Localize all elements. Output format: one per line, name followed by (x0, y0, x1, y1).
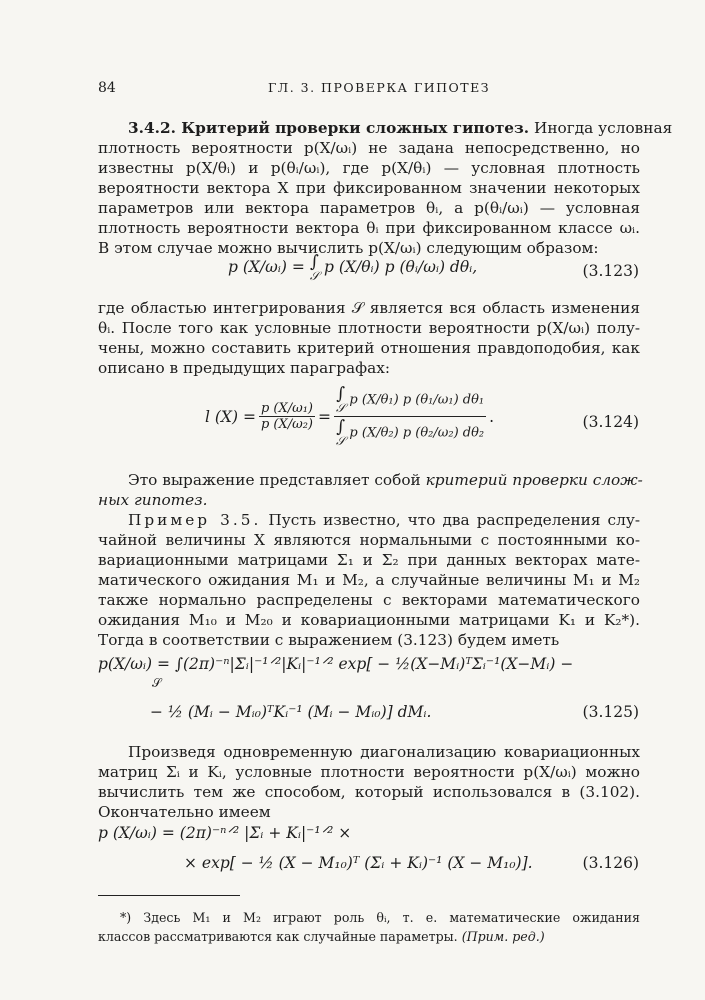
integral-domain: 𝒮 (309, 269, 320, 283)
integral-sign: ∫ 𝒮 (335, 384, 346, 415)
equation-number: (3.124) (582, 413, 639, 431)
paragraph-line: θᵢ. После того как условные плотности вероятности p(X/ωᵢ) полу- (98, 319, 640, 337)
running-header (98, 80, 633, 100)
equation-3-126-line1: p (X/ωᵢ) = (2π)⁻ⁿᐟ² |Σᵢ + Kᵢ|⁻¹ᐟ² × (98, 824, 352, 842)
paragraph-line (98, 178, 640, 198)
emphasis-text: ных гипотез. (98, 491, 208, 509)
fraction-numerator: p (X/ω₁) (260, 401, 313, 416)
paragraph-line: чены, можно составить критерий отношения правдоподобия, как (98, 339, 640, 357)
footnote-line (98, 927, 640, 946)
equation-3-125-line2: − ½ (Mᵢ − Mᵢ₀)ᵀKᵢ⁻¹ (Mᵢ − Mᵢ₀)] dMᵢ. (150, 703, 432, 721)
equation-lhs: l (X) = (205, 407, 256, 426)
equation-lhs: p (X/ωᵢ) = (228, 258, 305, 276)
paragraph-line: вариационными матрицами Σ₁ и Σ₂ при данных векторах мате- (98, 551, 640, 569)
section-heading: 3.4.2. Критерий проверки сложных гипотез. (128, 119, 530, 137)
equation-integrand: p (X/θᵢ) p (θᵢ/ωᵢ) dθᵢ, (324, 258, 478, 276)
example-label: Пример 3.5. (128, 511, 262, 529)
paragraph-line: вычислить тем же способом, который использовался в (3.102). (98, 783, 640, 801)
paragraph-text: Это выражение представляет собой (128, 471, 421, 489)
paragraph-line: ожидания M₁₀ и M₂₀ и ковариационными матрицами K₁ и K₂*). (98, 611, 640, 629)
equation-3-124: l (X) = $\frac{\text{p (X/ω₁)}}{\text{p (X/ω₂)}}$ = ∫ 𝒮 p (X/θ₁) p (θ₁/ω₁) dθ₁ ∫ 𝒮 p (X/θ₂) p (θ₂/ω₂) dθ₂ . (205, 384, 495, 448)
paragraph-line: известны p(X/θᵢ) и p(θᵢ/ωᵢ), где p(X/θᵢ) — условная плотность (98, 159, 640, 177)
section-heading-line (128, 118, 673, 138)
paragraph-line (128, 470, 643, 490)
footnote-text: классов рассматриваются как случайные параметры. (98, 929, 458, 944)
equation-number: (3.125) (582, 703, 639, 721)
example-line (128, 510, 640, 530)
integral-domain: 𝒮 (335, 401, 346, 415)
running-title: ГЛ. 3. ПРОВЕРКА ГИПОТЕЗ (268, 80, 491, 95)
paragraph-line: Окончательно имеем (98, 803, 271, 821)
paragraph-line: Произведя одновременную диагонализацию ковариационных (128, 743, 640, 761)
integral-sign: ∫ 𝒮 (335, 417, 346, 448)
fraction-denominator: p (X/θ₂) p (θ₂/ω₂) dθ₂ (349, 425, 485, 441)
equation-number: (3.123) (582, 262, 639, 280)
integral-domain: 𝒮 (152, 676, 162, 690)
footnote-rule (98, 895, 240, 896)
integral-ratio (334, 386, 486, 447)
fraction-denominator: p (X/ω₂) (260, 417, 313, 432)
paragraph-text: вектора X при фиксированном значении некоторых (206, 179, 640, 197)
paragraph-line: где областью интегрирования 𝒮 является вся область изменения (98, 299, 640, 317)
paragraph-text: Пусть известно, что два распределения слу- (268, 511, 641, 529)
paragraph-line: Тогда в соответствии с выражением (3.123) будем иметь (98, 631, 560, 649)
fraction-numerator: p (X/θ₁) p (θ₁/ω₁) dθ₁ (349, 392, 485, 408)
paragraph-line: плотность вероятности вектора θᵢ при фиксированном классе ωᵢ. (98, 219, 640, 237)
paragraph-line: матического ожидания M₁ и M₂, а случайные величины M₁ и M₂ (98, 571, 640, 589)
paragraph-line: плотность вероятности p(X/ωᵢ) не задана непосредственно, но (98, 139, 640, 157)
paragraph-line: также нормально распределены с векторами математического (98, 591, 640, 609)
integral-sign: ∫ 𝒮 (309, 252, 320, 283)
likelihood-ratio (259, 401, 315, 432)
equation-3-123 (228, 254, 477, 282)
paragraph-line: В этом случае можно вычислить p(X/ωᵢ) следующим образом: (98, 239, 599, 257)
footnote-line: *) Здесь M₁ и M₂ играют роль θᵢ, т. е. математические ожидания (120, 910, 640, 925)
equation-number: (3.126) (582, 854, 639, 872)
equation-3-125-line1: p(X/ωᵢ) = ∫(2π)⁻ⁿ|Σᵢ|⁻¹ᐟ²|Kᵢ|⁻¹ᐟ² exp[ − ½(X−Mᵢ)ᵀΣᵢ⁻¹(X−Mᵢ) − (98, 655, 574, 673)
paragraph-line: описано в предыдущих параграфах: (98, 359, 391, 377)
emphasis-text: критерий проверки слож- (425, 471, 643, 489)
paragraph-text: Иногда условная (534, 119, 673, 137)
paragraph-text: вероятности (98, 179, 200, 197)
paragraph-line: матриц Σᵢ и Kᵢ, условные плотности вероятности p(X/ωᵢ) можно (98, 763, 640, 781)
paragraph-line: параметров или вектора параметров θᵢ, а p(θᵢ/ωᵢ) — условная (98, 199, 640, 217)
integral-domain: 𝒮 (335, 434, 346, 448)
paragraph-line: чайной величины X являются нормальными с постоянными ко- (98, 531, 640, 549)
equation-3-126-line2: × exp[ − ½ (X − M₁₀)ᵀ (Σᵢ + Kᵢ)⁻¹ (X − M₁₀)]. (184, 854, 533, 872)
editor-note: (Прим. ред.) (461, 929, 545, 944)
page-number: 84 (98, 80, 116, 96)
